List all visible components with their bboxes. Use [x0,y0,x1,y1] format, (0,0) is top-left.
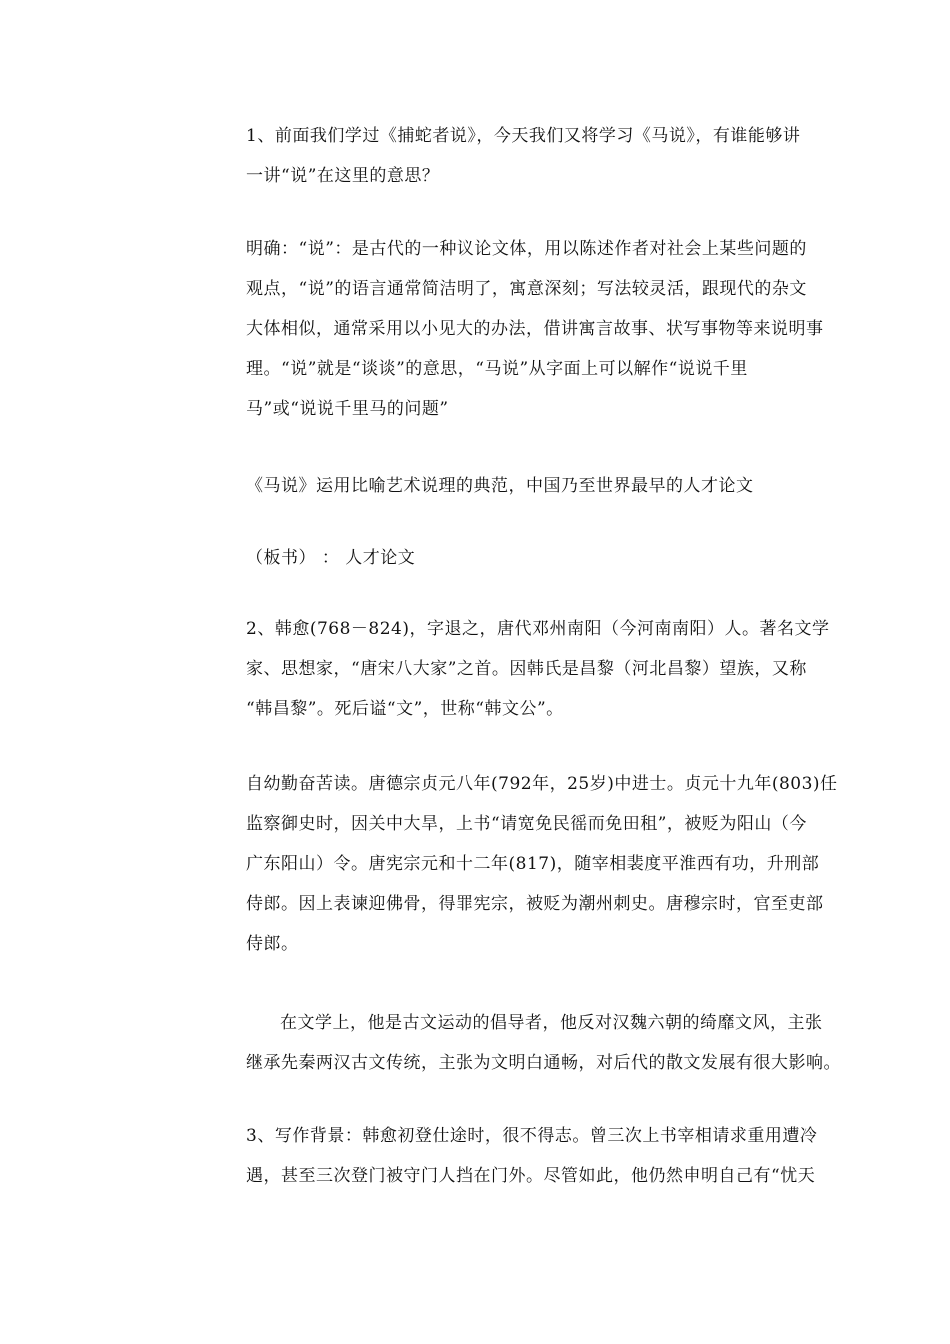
text-line: 马”或“说说千里马的问题” [246,399,449,419]
text-line: 《马说》运用比喻艺术说理的典范，中国乃至世界最早的人才论文 [246,476,754,496]
text-line: 监察御史时，因关中大旱，上书“请宽免民徭而免田租”，被贬为阳山（今 [246,814,807,834]
paragraph-question-1 [246,116,816,196]
text-line: 侍郎。 [246,934,299,954]
text-line: 广东阳山）令。唐宪宗元和十二年(817)，随宰相裴度平淮西有功，升刑部 [246,854,820,874]
text-line: 继承先秦两汉古文传统，主张为文明白通畅，对后代的散文发展有很大影响。 [246,1053,841,1073]
text-line: 1、前面我们学过《捕蛇者说》，今天我们又将学习《马说》，有谁能够讲 [246,126,801,146]
text-line: 2、韩愈(768－824)，字退之，唐代邓州南阳（今河南南阳）人。著名文学 [246,619,830,639]
paragraph-blackboard [246,538,816,578]
text-line: 侍郎。因上表谏迎佛骨，得罪宪宗，被贬为潮州刺史。唐穆宗时，官至吏部 [246,894,824,914]
paragraph-definition [246,229,824,429]
text-line: “韩昌黎”。死后谥“文”，世称“韩文公”。 [246,699,564,719]
text-line: 遇，甚至三次登门被守门人挡在门外。尽管如此，他仍然申明自己有“忧天 [246,1166,816,1186]
text-line: 在文学上，他是古文运动的倡导者，他反对汉魏六朝的绮靡文风，主张 [280,1013,823,1033]
text-line: （板书） ： 人才论文 [246,548,416,568]
paragraph-literature [246,1003,841,1083]
text-line: 自幼勤奋苦读。唐德宗贞元八年(792年，25岁)中进士。贞元十九年(803)任 [246,774,838,794]
text-line: 3、写作背景：韩愈初登仕途时，很不得志。曾三次上书宰相请求重用遭冷 [246,1126,818,1146]
text-line: 明确：“说”：是古代的一种议论文体，用以陈述作者对社会上某些问题的 [246,239,807,259]
text-line: 观点，“说”的语言通常简洁明了，寓意深刻；写法较灵活，跟现代的杂文 [246,279,807,299]
paragraph-career [246,764,838,964]
text-line: 大体相似，通常采用以小见大的办法，借讲寓言故事、状写事物等来说明事 [246,319,824,339]
text-line: 理。“说”就是“谈谈”的意思，“马说”从字面上可以解作“说说千里 [246,359,748,379]
text-line: 一讲“说”在这里的意思？ [246,166,440,186]
text-line: 家、思想家，“唐宋八大家”之首。因韩氏是昌黎（河北昌黎）望族，又称 [246,659,807,679]
paragraph-author [246,609,830,729]
paragraph-summary [246,466,816,506]
paragraph-background [246,1116,816,1196]
